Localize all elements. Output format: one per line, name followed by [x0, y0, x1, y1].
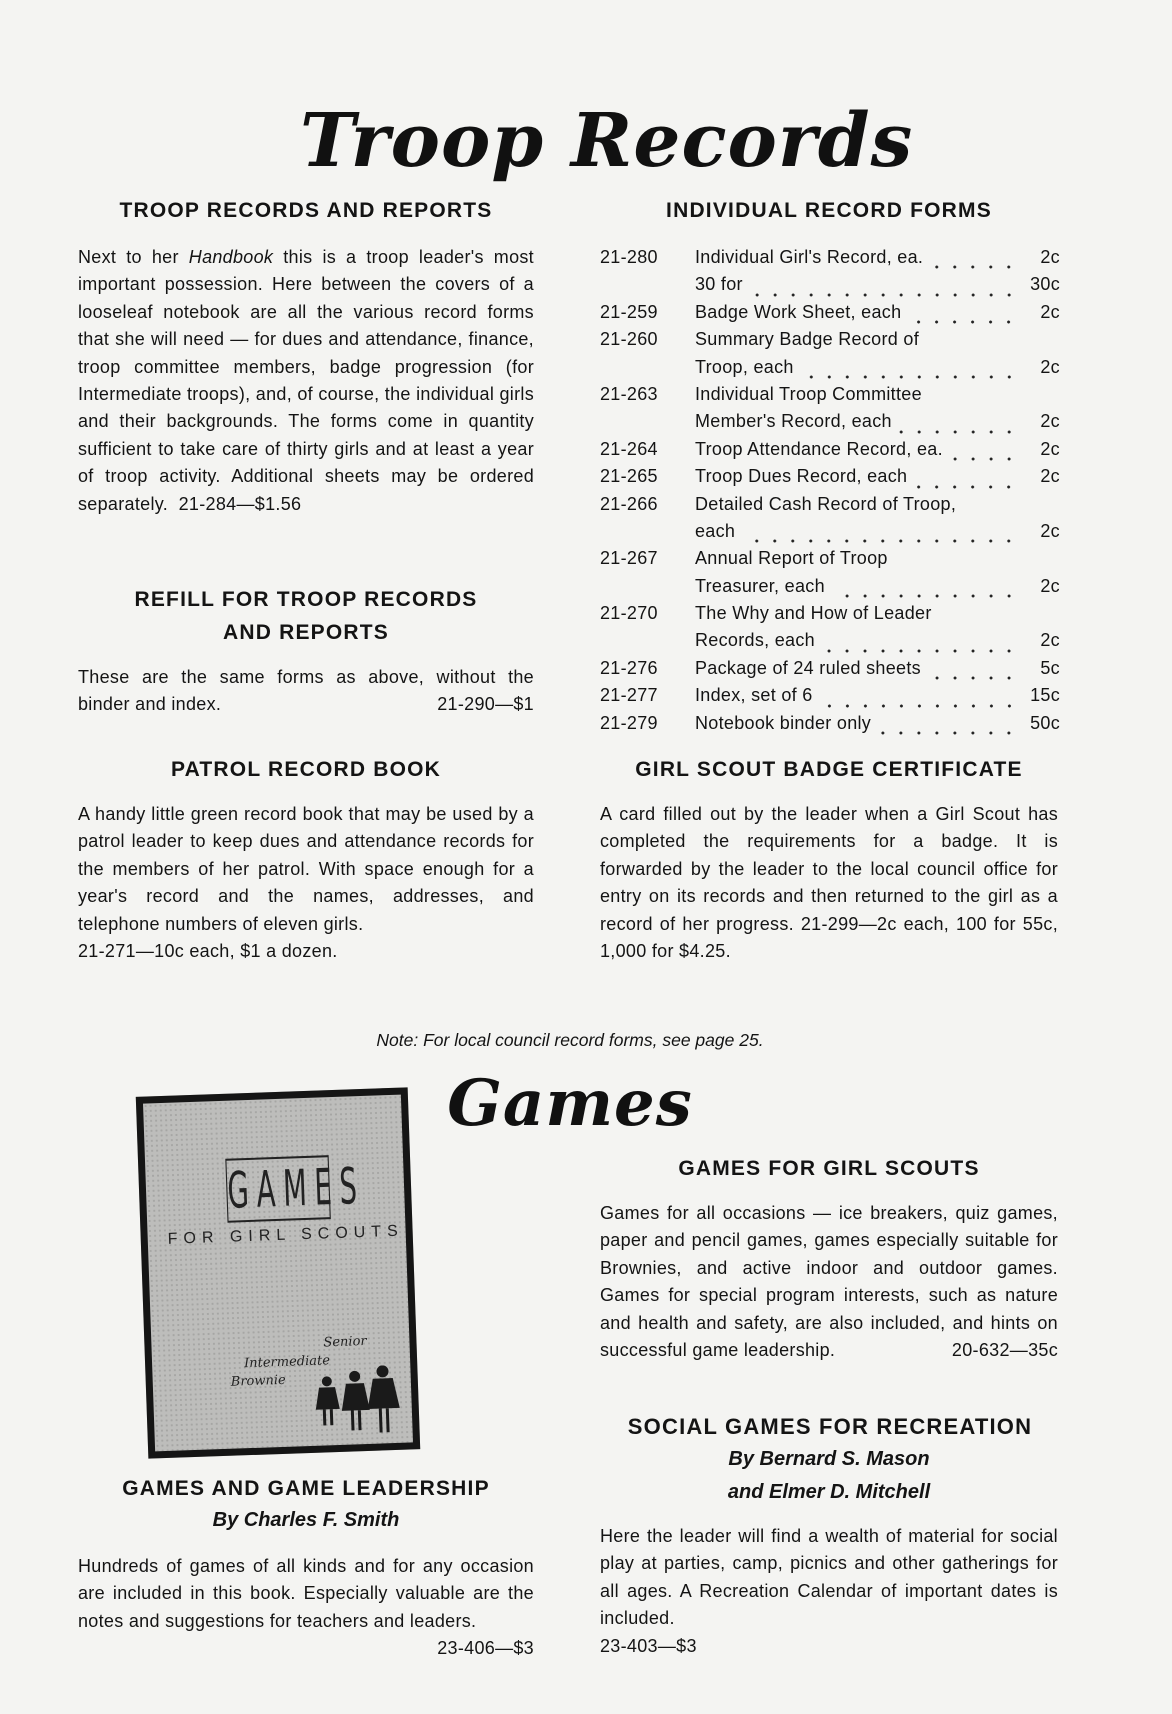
text: A handy little green record book that may be used by a patrol leader to keep dues and attendance records for the members of her patrol. With space enough for a year's record and the names, addresses, and telephone numbers of eleven girls.: [78, 804, 534, 934]
record-form-row: [600, 600, 1060, 627]
record-form-row: [600, 381, 1060, 408]
dot-leader: [898, 409, 1018, 436]
form-description-text: Records, each: [695, 630, 815, 651]
form-price: 2c: [1040, 356, 1060, 377]
dot-leader: [819, 683, 1018, 710]
form-description: [695, 655, 1024, 682]
form-description-text: Troop Attendance Record, ea.: [695, 438, 943, 459]
record-form-row: [600, 655, 1060, 682]
form-description-text: Individual Girl's Record, ea.: [695, 246, 924, 267]
form-description-text: Detailed Cash Record of Troop,: [695, 493, 957, 514]
section-heading: GAMES AND GAME LEADERSHIP: [122, 1477, 490, 1500]
record-form-row: [600, 326, 1060, 353]
form-code: 21-276: [600, 657, 658, 678]
record-form-row: [600, 627, 1060, 654]
form-description-text: Notebook binder only: [695, 712, 872, 733]
form-description: [695, 627, 1024, 654]
record-form-row: [600, 463, 1060, 490]
form-code: 21-267: [600, 548, 658, 569]
form-price: 2c: [1040, 520, 1060, 541]
form-description-text: The Why and How of Leader: [695, 603, 932, 624]
dot-leader: [907, 299, 1018, 326]
text: Games for all occasions — ice breakers, quiz games, paper and pencil games, games especially suitable for Brownies, and active indoor and outdoor games. Games for special program interests, such as nature and health and safety, are also included, and hints on successful game leadership.: [600, 1203, 1058, 1361]
record-form-row: [600, 244, 1060, 271]
form-description: [695, 271, 1024, 298]
price: 20-632—35c: [951, 1340, 1058, 1361]
form-description: [695, 545, 1024, 572]
form-description-text: 30 for: [695, 274, 743, 295]
record-form-row: [600, 710, 1060, 737]
paragraph-games-for-girl-scouts: [600, 1200, 1058, 1364]
section-heading: GAMES FOR GIRL SCOUTS: [678, 1157, 980, 1180]
form-description: [695, 682, 1024, 709]
form-description: [695, 463, 1024, 490]
record-form-row: [600, 518, 1060, 545]
byline: By Charles F. Smith: [212, 1509, 400, 1531]
note: Note: For local council record forms, see page 25.: [376, 1030, 764, 1050]
book-cover-level: Intermediate: [243, 1353, 331, 1372]
form-description-text: Badge Work Sheet, each: [695, 301, 902, 322]
dot-leader: [831, 573, 1018, 600]
form-code: 21-259: [600, 301, 658, 322]
dot-leader: [741, 518, 1018, 545]
heading-line: AND REPORTS: [222, 621, 390, 644]
text: These are the same forms as above, without the binder and index.: [78, 667, 534, 715]
paragraph-troop-records: [78, 244, 534, 518]
form-code: 21-280: [600, 246, 658, 267]
form-code: 21-277: [600, 685, 658, 706]
games-title: Games: [447, 1066, 693, 1141]
record-form-row: [600, 682, 1060, 709]
record-form-row: [600, 545, 1060, 572]
form-description: [695, 436, 1024, 463]
form-description-text: Treasurer, each: [695, 575, 825, 596]
form-price: 30c: [1030, 274, 1060, 295]
price: 23-403—$3: [600, 1635, 697, 1656]
form-price: 2c: [1040, 466, 1060, 487]
dot-leader: [929, 244, 1018, 271]
form-description-text: Troop, each: [695, 356, 794, 377]
girl-scouts-figures-icon: [312, 1365, 404, 1440]
text: this is a troop leader's most important possession. Here between the covers of a looseleaf notebook are all the various record forms that she will need — for dues and attendance, finance, troop committee members, badge progression (for Intermediate troops), and, of course, the individual girls and their backgrounds. The forms come in quantity sufficient to take care of thirty girls and at least a year of troop activity. Additional sheets may be ordered separately.: [78, 247, 534, 514]
section-heading: [78, 583, 534, 649]
record-form-row: [600, 299, 1060, 326]
form-description-text: Summary Badge Record of: [695, 329, 919, 350]
form-price: 5c: [1040, 657, 1060, 678]
record-form-row: [600, 271, 1060, 298]
form-description-text: Package of 24 ruled sheets: [695, 657, 921, 678]
form-description: [695, 408, 1024, 435]
form-code: 21-265: [600, 466, 658, 487]
page-title: Troop Records: [300, 98, 914, 184]
form-code: 21-279: [600, 712, 658, 733]
form-description: [695, 381, 1024, 408]
text: Here the leader will find a wealth of material for social play at parties, camp, picnics and other gatherings for all ages. A Recreation Calendar of important dates is included.: [600, 1526, 1058, 1629]
section-heading: PATROL RECORD BOOK: [170, 758, 442, 781]
form-description-text: Index, set of 6: [695, 685, 813, 706]
record-forms-list: [600, 244, 1060, 737]
price: 21-284—$1.56: [178, 493, 302, 514]
paragraph-patrol-book: [78, 801, 534, 965]
paragraph-badge-certificate: A card filled out by the leader when a Girl Scout has completed the requirements for a badge. It is forwarded by the leader to the local council office for entry on its records and then returned to the girl as a record of her progress. 21-299—2c each, 100 for 55c, 1,000 for $4.25.: [600, 804, 1058, 962]
paragraph-refill: [78, 664, 534, 719]
byline: By Bernard S. Mason: [728, 1448, 930, 1470]
record-form-row: [600, 436, 1060, 463]
record-form-row: [600, 408, 1060, 435]
italic-text: Handbook: [188, 247, 274, 267]
dot-leader: [749, 272, 1018, 299]
form-description-text: Annual Report of Troop: [695, 548, 888, 569]
form-price: 15c: [1030, 685, 1060, 706]
form-description: [695, 518, 1024, 545]
book-cover-title: GAMES: [225, 1155, 331, 1223]
record-form-row: [600, 491, 1060, 518]
form-price: 2c: [1040, 575, 1060, 596]
dot-leader: [927, 655, 1018, 682]
form-price: 2c: [1040, 246, 1060, 267]
paragraph-social-games: [600, 1523, 1058, 1660]
price: 23-406—$3: [437, 1638, 534, 1659]
record-form-row: [600, 573, 1060, 600]
form-code: 21-260: [600, 329, 658, 350]
form-description: [695, 491, 1024, 518]
form-price: 2c: [1040, 411, 1060, 432]
book-cover-level: Senior: [323, 1333, 367, 1351]
book-cover-image: [136, 1087, 420, 1458]
form-description-text: Individual Troop Committee: [695, 383, 922, 404]
form-description: [695, 326, 1024, 353]
dot-leader: [949, 436, 1018, 463]
section-heading: SOCIAL GAMES FOR RECREATION: [627, 1414, 1033, 1439]
price: 21-290—$1: [437, 694, 534, 715]
section-heading: GIRL SCOUT BADGE CERTIFICATE: [635, 758, 1023, 781]
form-description-text: Troop Dues Record, each: [695, 466, 908, 487]
form-description: [695, 354, 1024, 381]
form-description-text: each: [695, 520, 736, 541]
text: Hundreds of games of all kinds and for any occasion are included in this book. Especially valuable are the notes and suggestions for teachers and leaders.: [78, 1556, 534, 1631]
book-cover-subtitle: FOR GIRL SCOUTS: [167, 1222, 405, 1248]
form-description: [695, 600, 1024, 627]
form-code: 21-263: [600, 383, 658, 404]
form-price: 2c: [1040, 630, 1060, 651]
form-price: 50c: [1030, 712, 1060, 733]
form-description: [695, 573, 1024, 600]
form-price: 2c: [1040, 301, 1060, 322]
book-cover-level: Brownie: [230, 1372, 286, 1390]
heading-line: REFILL FOR TROOP RECORDS: [134, 588, 478, 611]
section-heading: TROOP RECORDS AND REPORTS: [119, 199, 493, 222]
dot-leader: [821, 628, 1018, 655]
byline: and Elmer D. Mitchell: [727, 1481, 931, 1503]
dot-leader: [877, 710, 1018, 737]
form-description-text: Member's Record, each: [695, 411, 892, 432]
form-price: 2c: [1040, 438, 1060, 459]
form-code: 21-266: [600, 493, 658, 514]
price: 21-271—10c each, $1 a dozen.: [78, 941, 338, 962]
form-code: 21-270: [600, 603, 658, 624]
form-code: 21-264: [600, 438, 658, 459]
form-description: [695, 299, 1024, 326]
paragraph-game-leadership: [78, 1553, 534, 1663]
form-description: [695, 710, 1024, 737]
text: Next to her: [78, 247, 189, 267]
dot-leader: [913, 464, 1018, 491]
dot-leader: [800, 354, 1018, 381]
form-description: [695, 244, 1024, 271]
record-form-row: [600, 354, 1060, 381]
section-heading: INDIVIDUAL RECORD FORMS: [666, 199, 992, 222]
